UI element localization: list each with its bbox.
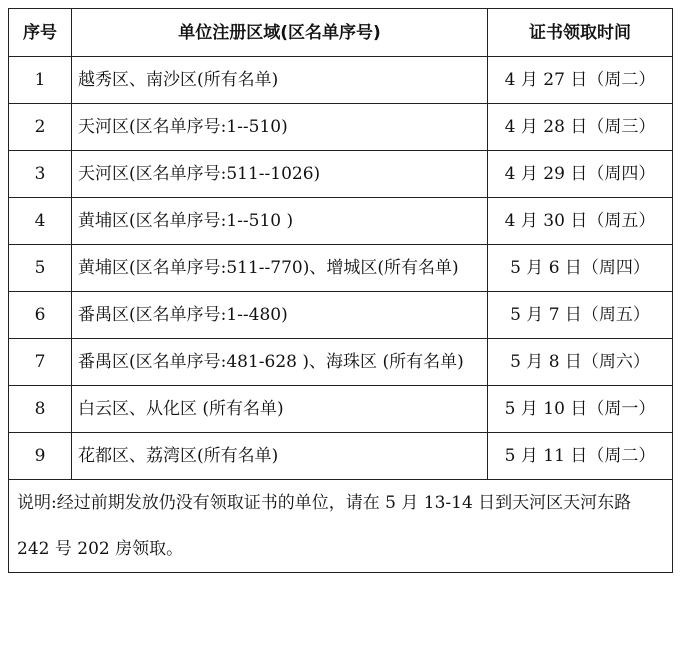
row-index: 4 — [9, 198, 72, 245]
table-row — [9, 386, 673, 433]
row-region: 白云区、从化区 (所有名单) — [72, 386, 488, 433]
row-region: 番禺区(区名单序号:1--480) — [72, 292, 488, 339]
row-region: 天河区(区名单序号:1--510) — [72, 104, 488, 151]
note-text: 说明:经过前期发放仍没有领取证书的单位，请在 5 月 13-14 日到天河区天河东路 242 号 202 房领取。 — [9, 480, 673, 573]
row-index: 6 — [9, 292, 72, 339]
row-region: 越秀区、南沙区(所有名单) — [72, 57, 488, 104]
row-index: 5 — [9, 245, 72, 292]
header-region: 单位注册区域(区名单序号) — [72, 9, 488, 57]
table-row — [9, 292, 673, 339]
row-date: 4 月 30 日（周五） — [488, 198, 673, 245]
row-date: 4 月 29 日（周四） — [488, 151, 673, 198]
table-row — [9, 151, 673, 198]
row-index: 9 — [9, 433, 72, 480]
table-row — [9, 339, 673, 386]
table-row — [9, 57, 673, 104]
row-date: 5 月 10 日（周一） — [488, 386, 673, 433]
row-region: 花都区、荔湾区(所有名单) — [72, 433, 488, 480]
schedule-table — [8, 8, 673, 573]
header-date: 证书领取时间 — [488, 9, 673, 57]
row-index: 7 — [9, 339, 72, 386]
row-region: 黄埔区(区名单序号:511--770)、增城区(所有名单) — [72, 245, 488, 292]
table-row — [9, 433, 673, 480]
table-row — [9, 198, 673, 245]
row-date: 5 月 6 日（周四） — [488, 245, 673, 292]
row-index: 1 — [9, 57, 72, 104]
row-date: 5 月 11 日（周二） — [488, 433, 673, 480]
note-row — [9, 480, 673, 573]
row-index: 8 — [9, 386, 72, 433]
row-date: 5 月 8 日（周六） — [488, 339, 673, 386]
row-date: 5 月 7 日（周五） — [488, 292, 673, 339]
header-index: 序号 — [9, 9, 72, 57]
row-region: 番禺区(区名单序号:481-628 )、海珠区 (所有名单) — [72, 339, 488, 386]
table-row — [9, 104, 673, 151]
row-index: 2 — [9, 104, 72, 151]
row-index: 3 — [9, 151, 72, 198]
table-row — [9, 245, 673, 292]
row-region: 黄埔区(区名单序号:1--510 ) — [72, 198, 488, 245]
header-row — [9, 9, 673, 57]
row-date: 4 月 27 日（周二） — [488, 57, 673, 104]
row-date: 4 月 28 日（周三） — [488, 104, 673, 151]
row-region: 天河区(区名单序号:511--1026) — [72, 151, 488, 198]
